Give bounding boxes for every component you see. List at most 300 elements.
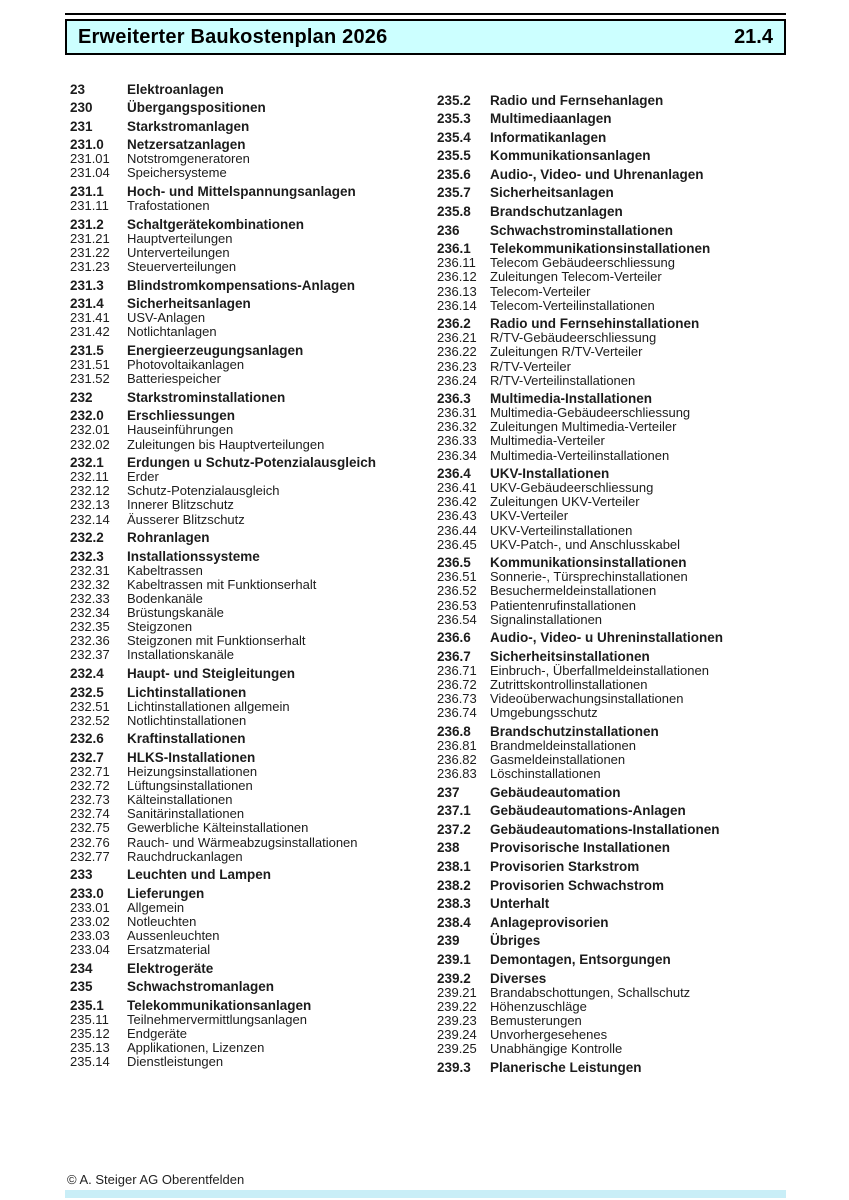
item-label: Sicherheitsanlagen	[490, 185, 614, 201]
item-label: Unterhalt	[490, 896, 550, 912]
item-label: Steigzonen mit Funktionserhalt	[127, 633, 306, 649]
item-label: Gebäudeautomations-Anlagen	[490, 803, 686, 819]
list-item	[437, 467, 786, 481]
item-code: 231.3	[70, 277, 104, 293]
list-item	[437, 434, 786, 448]
item-label: Zutrittskontrollinstallationen	[490, 676, 648, 692]
item-label: Multimedia-Verteilinstallationen	[490, 447, 670, 463]
item-code: 236.51	[437, 569, 477, 585]
list-item	[70, 166, 437, 180]
item-code: 236.72	[437, 676, 477, 692]
item-code: 231.42	[70, 324, 110, 340]
item-label: Erdungen u Schutz-Potenzialausgleich	[127, 455, 377, 471]
list-item	[437, 897, 786, 911]
item-label: Sicherheitsinstallationen	[490, 648, 650, 664]
list-item	[437, 374, 786, 388]
item-code: 236.24	[437, 372, 477, 388]
list-item	[437, 449, 786, 463]
item-code: 232.52	[70, 712, 110, 728]
item-code: 239.21	[437, 984, 477, 1000]
list-item	[437, 420, 786, 434]
item-code: 232.32	[70, 576, 110, 592]
list-item	[437, 1014, 786, 1028]
list-item	[70, 513, 437, 527]
list-item	[437, 953, 786, 967]
item-label: Aussenleuchten	[127, 928, 220, 944]
item-label: Lichtinstallationen allgemein	[127, 698, 290, 714]
list-item	[70, 700, 437, 714]
list-item	[437, 1028, 786, 1042]
item-label: Installationssysteme	[127, 548, 260, 564]
item-label: Brandschutzanlagen	[490, 204, 623, 220]
item-label: Audio-, Video- und Uhrenanlagen	[490, 166, 704, 182]
item-label: Unabhängige Kontrolle	[490, 1041, 623, 1057]
item-label: Installationskanäle	[127, 647, 234, 663]
list-item	[437, 823, 786, 837]
item-code: 235.14	[70, 1054, 110, 1070]
list-item	[437, 1042, 786, 1056]
item-code: 236.54	[437, 611, 477, 627]
list-item	[70, 260, 437, 274]
list-item	[437, 613, 786, 627]
list-item	[70, 138, 437, 152]
item-code: 232.7	[70, 749, 104, 765]
item-code: 231.22	[70, 244, 110, 260]
item-label: Leuchten und Lampen	[127, 867, 272, 883]
item-label: Rauch- und Wärmeabzugsinstallationen	[127, 834, 358, 850]
item-label: Höhenzuschläge	[490, 998, 587, 1014]
item-code: 232.4	[70, 665, 104, 681]
item-label: Telecom-Verteiler	[490, 283, 591, 299]
list-item	[70, 980, 437, 994]
item-code: 236.45	[437, 536, 477, 552]
list-item	[70, 101, 437, 115]
item-code: 235.5	[437, 148, 471, 164]
list-item	[437, 739, 786, 753]
item-code: 232.3	[70, 548, 104, 564]
item-code: 236.6	[437, 630, 471, 646]
item-code: 236.13	[437, 283, 477, 299]
item-label: Notleuchten	[127, 913, 197, 929]
list-item	[70, 779, 437, 793]
item-code: 235.13	[70, 1040, 110, 1056]
list-item	[70, 667, 437, 681]
list-item	[70, 246, 437, 260]
item-label: Zuleitungen R/TV-Verteiler	[490, 344, 643, 360]
item-code: 236.44	[437, 522, 477, 538]
list-item	[437, 570, 786, 584]
item-label: Lichtinstallationen	[127, 684, 247, 700]
list-item	[70, 325, 437, 339]
item-label: Kommunikationsanlagen	[490, 148, 651, 164]
list-item	[437, 360, 786, 374]
item-label: Innerer Blitzschutz	[127, 497, 234, 513]
item-label: Batteriespeicher	[127, 371, 221, 387]
item-label: Gebäudeautomations-Installationen	[490, 821, 720, 837]
item-label: Brandabschottungen, Schallschutz	[490, 984, 691, 1000]
item-code: 231.4	[70, 296, 104, 312]
list-item	[70, 484, 437, 498]
item-code: 239.23	[437, 1012, 477, 1028]
item-label: Übergangspositionen	[127, 100, 266, 116]
list-item	[437, 392, 786, 406]
item-label: Videoüberwachungsinstallationen	[490, 691, 684, 707]
list-item	[437, 767, 786, 781]
item-code: 232.37	[70, 647, 110, 663]
item-code: 238.4	[437, 914, 471, 930]
item-label: Provisorische Installationen	[490, 840, 671, 856]
footer-bar	[65, 1190, 786, 1198]
list-item	[437, 879, 786, 893]
item-code: 236.43	[437, 508, 477, 524]
list-item	[437, 692, 786, 706]
item-label: Multimedia-Verteiler	[490, 433, 605, 449]
list-item	[70, 592, 437, 606]
list-item	[70, 807, 437, 821]
cost-plan-list	[70, 78, 786, 1075]
list-item	[437, 753, 786, 767]
item-label: Kraftinstallationen	[127, 731, 246, 747]
item-label: Allgemein	[127, 899, 185, 915]
list-item	[70, 423, 437, 437]
item-label: Lüftungsinstallationen	[127, 778, 253, 794]
item-label: UKV-Installationen	[490, 466, 610, 482]
item-label: Zuleitungen bis Hauptverteilungen	[127, 436, 325, 452]
item-label: Dienstleistungen	[127, 1054, 224, 1070]
item-label: Haupt- und Steigleitungen	[127, 665, 295, 681]
item-label: Äusserer Blitzschutz	[127, 511, 245, 527]
item-code: 232.1	[70, 455, 104, 471]
list-item	[437, 94, 786, 108]
list-item	[437, 986, 786, 1000]
item-code: 239.25	[437, 1041, 477, 1057]
item-label: Multimedia-Gebäudeerschliessung	[490, 405, 691, 421]
item-code: 232	[70, 389, 93, 405]
list-item	[437, 664, 786, 678]
item-label: Gasmeldeinstallationen	[490, 751, 626, 767]
item-label: Telekommunikationsanlagen	[127, 997, 312, 1013]
item-label: Hoch- und Mittelspannungsanlagen	[127, 184, 356, 200]
item-code: 231.21	[70, 230, 110, 246]
item-code: 232.51	[70, 698, 110, 714]
item-code: 231.0	[70, 137, 104, 153]
list-item	[70, 901, 437, 915]
item-code: 232.02	[70, 436, 110, 452]
item-label: Starkstromanlagen	[127, 118, 250, 134]
item-label: Starkstrominstallationen	[127, 389, 286, 405]
item-code: 232.14	[70, 511, 110, 527]
list-item	[70, 793, 437, 807]
item-label: Notlichtinstallationen	[127, 712, 247, 728]
item-label: Speichersysteme	[127, 165, 227, 181]
list-item	[70, 887, 437, 901]
item-code: 236.3	[437, 391, 471, 407]
item-code: 236.34	[437, 447, 477, 463]
item-label: Schwachstromanlagen	[127, 979, 275, 995]
list-item	[437, 112, 786, 126]
list-item	[70, 714, 437, 728]
list-item	[437, 406, 786, 420]
list-item	[437, 841, 786, 855]
item-code: 232.6	[70, 731, 104, 747]
item-code: 239.22	[437, 998, 477, 1014]
item-label: R/TV-Gebäudeerschliessung	[490, 330, 657, 346]
item-code: 233.03	[70, 928, 110, 944]
item-code: 236.1	[437, 241, 471, 257]
list-item	[70, 438, 437, 452]
item-label: Besuchermeldeinstallationen	[490, 583, 657, 599]
item-code: 235.7	[437, 185, 471, 201]
item-label: Umgebungsschutz	[490, 705, 598, 721]
item-label: Gebäudeautomation	[490, 784, 621, 800]
item-code: 237.1	[437, 803, 471, 819]
item-label: Blindstromkompensations-Anlagen	[127, 277, 356, 293]
list-item	[70, 372, 437, 386]
item-label: Einbruch-, Überfallmeldeinstallationen	[490, 662, 709, 678]
item-label: Radio und Fernsehanlagen	[490, 92, 664, 108]
list-item	[70, 470, 437, 484]
item-code: 239.1	[437, 951, 471, 967]
item-label: UKV-Patch-, und Anschlusskabel	[490, 536, 681, 552]
item-code: 230	[70, 100, 93, 116]
item-code: 232.2	[70, 530, 104, 546]
list-item	[70, 1055, 437, 1069]
item-code: 231.1	[70, 184, 104, 200]
item-code: 236.23	[437, 358, 477, 374]
list-item	[437, 1000, 786, 1014]
item-label: R/TV-Verteilinstallationen	[490, 372, 636, 388]
item-code: 232.76	[70, 834, 110, 850]
list-item	[437, 299, 786, 313]
list-item	[70, 850, 437, 864]
item-label: Unterverteilungen	[127, 244, 230, 260]
item-label: Brandmeldeinstallationen	[490, 737, 636, 753]
item-code: 236.31	[437, 405, 477, 421]
item-code: 235.2	[437, 92, 471, 108]
item-label: Notstromgeneratoren	[127, 151, 250, 167]
list-item	[70, 765, 437, 779]
item-label: UKV-Verteilinstallationen	[490, 522, 633, 538]
item-code: 235.1	[70, 997, 104, 1013]
item-code: 236.41	[437, 480, 477, 496]
list-item	[437, 972, 786, 986]
item-label: Telecom-Verteilinstallationen	[490, 297, 655, 313]
page-number: 21.4	[734, 25, 773, 48]
list-item	[70, 83, 437, 97]
item-label: Unvorhergesehenes	[490, 1026, 608, 1042]
list-item	[70, 686, 437, 700]
item-label: Audio-, Video- u Uhreninstallationen	[490, 630, 724, 646]
list-item	[70, 1027, 437, 1041]
list-item	[70, 344, 437, 358]
list-item	[437, 650, 786, 664]
item-code: 236.73	[437, 691, 477, 707]
list-item	[70, 1041, 437, 1055]
item-label: Telecom Gebäudeerschliessung	[490, 255, 675, 271]
item-code: 231	[70, 118, 93, 134]
item-label: Kabeltrassen mit Funktionserhalt	[127, 576, 317, 592]
item-code: 232.77	[70, 848, 110, 864]
item-label: Zuleitungen UKV-Verteiler	[490, 494, 640, 510]
item-code: 239.2	[437, 970, 471, 986]
item-label: Schwachstrominstallationen	[490, 222, 674, 238]
item-code: 232.11	[70, 469, 109, 485]
list-item	[437, 242, 786, 256]
item-label: Signalinstallationen	[490, 611, 603, 627]
item-label: R/TV-Verteiler	[490, 358, 571, 374]
item-label: Provisorien Schwachstrom	[490, 877, 665, 893]
list-item	[70, 297, 437, 311]
item-code: 236.2	[437, 316, 471, 332]
list-item	[70, 648, 437, 662]
item-label: Elektrogeräte	[127, 960, 214, 976]
list-item	[70, 929, 437, 943]
item-code: 233.04	[70, 942, 110, 958]
list-item	[437, 599, 786, 613]
item-label: Trafostationen	[127, 198, 210, 214]
item-code: 232.74	[70, 806, 110, 822]
item-label: Bemusterungen	[490, 1012, 582, 1028]
item-label: Notlichtanlagen	[127, 324, 217, 340]
list-item	[70, 311, 437, 325]
item-code: 238.1	[437, 859, 471, 874]
code-column-left	[70, 78, 437, 1069]
item-code: 232.72	[70, 778, 110, 794]
list-item	[70, 498, 437, 512]
list-item	[70, 279, 437, 293]
item-code: 233	[70, 867, 93, 883]
item-code: 231.11	[70, 198, 109, 214]
item-code: 236.22	[437, 344, 477, 360]
item-code: 236.5	[437, 555, 471, 571]
list-item	[70, 606, 437, 620]
footer-copyright: © A. Steiger AG Oberentfelden	[67, 1172, 245, 1187]
list-item	[70, 531, 437, 545]
item-code: 235.6	[437, 166, 471, 182]
item-code: 239	[437, 933, 460, 949]
item-code: 232.0	[70, 408, 104, 424]
list-item	[437, 149, 786, 163]
item-code: 231.23	[70, 259, 110, 275]
list-item	[70, 199, 437, 213]
list-item	[70, 915, 437, 929]
item-label: UKV-Gebäudeerschliessung	[490, 480, 654, 496]
item-code: 236.12	[437, 269, 477, 285]
item-label: Netzersatzanlagen	[127, 137, 246, 153]
item-code: 231.01	[70, 151, 110, 167]
item-label: Übriges	[490, 933, 541, 949]
list-item	[70, 120, 437, 134]
list-item	[437, 256, 786, 270]
item-code: 236.32	[437, 419, 477, 435]
item-label: Demontagen, Entsorgungen	[490, 951, 671, 967]
item-label: Löschinstallationen	[490, 766, 601, 782]
list-item	[70, 999, 437, 1013]
item-label: Erder	[127, 469, 159, 485]
item-code: 232.34	[70, 605, 110, 621]
item-label: Rohranlagen	[127, 530, 210, 546]
item-label: Planerische Leistungen	[490, 1059, 642, 1075]
list-item	[437, 345, 786, 359]
item-label: Kälteinstallationen	[127, 792, 233, 808]
list-item	[437, 706, 786, 720]
item-label: Ersatzmaterial	[127, 942, 211, 958]
item-code: 236.74	[437, 705, 477, 721]
header-top-rule	[65, 13, 786, 15]
list-item	[70, 634, 437, 648]
item-code: 231.41	[70, 310, 110, 326]
list-item	[437, 131, 786, 145]
item-label: Steuerverteilungen	[127, 259, 237, 275]
list-item	[70, 152, 437, 166]
list-item	[437, 584, 786, 598]
item-code: 236.33	[437, 433, 477, 449]
item-code: 236	[437, 222, 460, 238]
item-label: Lieferungen	[127, 885, 205, 901]
list-item	[70, 751, 437, 765]
item-code: 236.42	[437, 494, 477, 510]
item-code: 232.5	[70, 684, 104, 700]
list-item	[437, 481, 786, 495]
item-code: 236.82	[437, 751, 477, 767]
item-code: 232.13	[70, 497, 110, 513]
item-code: 236.53	[437, 597, 477, 613]
item-code: 236.7	[437, 648, 471, 664]
item-label: Zuleitungen Multimedia-Verteiler	[490, 419, 677, 435]
item-label: Gewerbliche Kälteinstallationen	[127, 820, 309, 836]
list-item	[70, 868, 437, 882]
item-label: Energieerzeugungsanlagen	[127, 343, 304, 358]
list-item	[437, 495, 786, 509]
list-item	[437, 860, 786, 874]
item-code: 238	[437, 840, 460, 856]
item-label: HLKS-Installationen	[127, 749, 256, 765]
item-label: Steigzonen	[127, 619, 193, 635]
item-label: Diverses	[490, 970, 547, 986]
item-code: 232.01	[70, 422, 110, 438]
item-label: Informatikanlagen	[490, 129, 607, 145]
list-item	[437, 631, 786, 645]
list-item	[437, 786, 786, 800]
list-item	[437, 186, 786, 200]
item-code: 236.83	[437, 766, 477, 782]
list-item	[70, 620, 437, 634]
item-label: Sanitärinstallationen	[127, 806, 245, 822]
item-code: 239.24	[437, 1026, 477, 1042]
item-code: 232.73	[70, 792, 110, 808]
list-item	[70, 578, 437, 592]
item-label: Brüstungskanäle	[127, 605, 224, 621]
item-code: 232.35	[70, 619, 110, 635]
item-label: Bodenkanäle	[127, 591, 203, 606]
list-item	[437, 1061, 786, 1075]
list-item	[437, 285, 786, 299]
item-code: 239.3	[437, 1059, 471, 1075]
item-code: 237	[437, 784, 460, 800]
item-label: Multimedia-Installationen	[490, 391, 653, 407]
item-label: Zuleitungen Telecom-Verteiler	[490, 269, 662, 285]
list-item	[437, 224, 786, 238]
item-code: 235	[70, 979, 93, 995]
item-code: 231.51	[70, 357, 110, 373]
item-code: 236.4	[437, 466, 471, 482]
item-code: 237.2	[437, 821, 471, 837]
item-label: Provisorien Starkstrom	[490, 859, 640, 874]
list-item	[437, 168, 786, 182]
item-code: 236.11	[437, 255, 476, 271]
item-label: Applikationen, Lizenzen	[127, 1040, 265, 1056]
item-label: Kabeltrassen	[127, 562, 203, 578]
